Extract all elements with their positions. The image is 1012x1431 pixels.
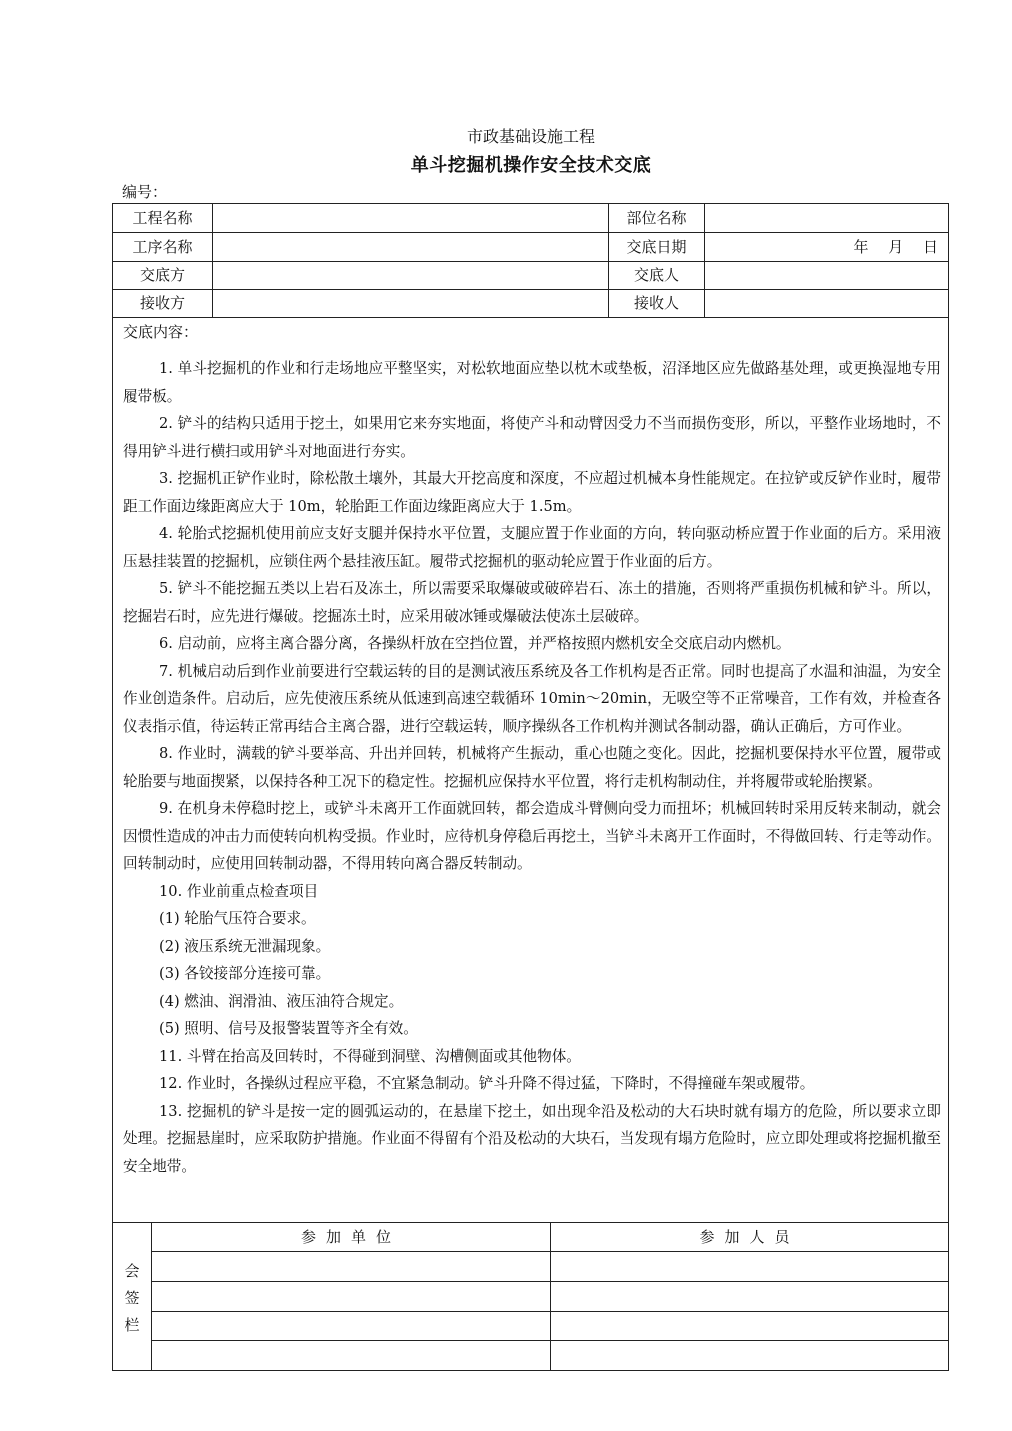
- content-paragraph: 12. 作业时，各操纵过程应平稳，不宜紧急制动。铲斗升降不得过猛，下降时，不得撞碰车架或履带。: [159, 1075, 815, 1092]
- receiver-person-field[interactable]: [705, 289, 948, 317]
- participating-unit-header: 参加单位: [300, 1228, 401, 1246]
- disclosure-date-field[interactable]: 年 月 日: [853, 238, 938, 256]
- project-name-field[interactable]: [213, 204, 608, 232]
- issuer-person-field[interactable]: [705, 261, 948, 289]
- part-name-label: 部位名称: [626, 209, 687, 227]
- content-label: 交底内容：: [123, 323, 199, 341]
- people-entry-field[interactable]: [551, 1282, 948, 1311]
- unit-entry-field[interactable]: [152, 1341, 550, 1369]
- check-item: (1) 轮胎气压符合要求。: [159, 910, 316, 927]
- disclosure-form: [112, 203, 949, 1371]
- project-name-label: 工程名称: [132, 209, 193, 227]
- people-entry-field[interactable]: [551, 1312, 948, 1340]
- signoff-label: [113, 1258, 151, 1339]
- content-paragraph: 3. 挖掘机正铲作业时，除松散土壤外，其最大开挖高度和深度，不应超过机械本身性能规定。在拉铲或反铲作业时，履带距工作面边缘距离应大于 10m，轮胎距工作面边缘距离应大于 1.5m。: [123, 470, 941, 515]
- content-paragraph: 9. 在机身未停稳时挖上，或铲斗未离开工作面就回转，都会造成斗臂侧向受力而扭坏；机械回转时采用反转来制动，就会因惯性造成的冲击力而使转向机构受损。作业时，应待机身停稳后再挖土，当铲斗未离开工作面时，不得做回转、行走等动作。回转制动时，应使用回转制动器，不得用转向离合器反转制动。: [123, 800, 941, 872]
- content-paragraph: 13. 挖掘机的铲斗是按一定的圆弧运动的，在悬崖下挖土，如出现伞沿及松动的大石块时就有塌方的危险，所以要求立即处理。挖掘悬崖时，应采取防护措施。作业面不得留有个沿及松动的大块石，当发现有塌方危险时，应立即处理或将挖掘机撤至安全地带。: [123, 1102, 941, 1175]
- part-name-field[interactable]: [705, 204, 948, 232]
- content-paragraph: 1. 单斗挖掘机的作业和行走场地应平整坚实，对松软地面应垫以枕木或垫板，沼泽地区应先做路基处理，或更换湿地专用履带板。: [123, 360, 941, 405]
- content-paragraph: 10. 作业前重点检查项目: [159, 882, 319, 900]
- content-paragraph: 4. 轮胎式挖掘机使用前应支好支腿并保持水平位置，支腿应置于作业面的方向，转向驱动桥应置于作业面的后方。采用液压悬挂装置的挖掘机，应锁住两个悬挂液压缸。履带式挖掘机的驱动轮应置于作业面的后方。: [123, 525, 941, 570]
- check-item: (4) 燃油、润滑油、液压油符合规定。: [159, 992, 404, 1010]
- content-paragraph: 7. 机械启动后到作业前要进行空载运转的目的是测试液压系统及各工作机构是否正常。同时也提高了水温和油温，为安全作业创造条件。启动后，应先使液压系统从低速到高速空载循环 10min～20min，无吸空等不正常噪音，工作有效，并检查各仪表指示值，待运转正常再结合主离合器，进行空载运转，顺序操纵各工作机构并测试各制动器，确认正确后，方可作业。: [123, 662, 941, 735]
- content-paragraph: 5. 铲斗不能挖掘五类以上岩石及冻土，所以需要采取爆破或破碎岩石、冻土的措施，否则将严重损伤机械和铲斗。所以，挖掘岩石时，应先进行爆破。挖掘冻土时，应采用破冰锤或爆破法使冻土层破碎。: [123, 580, 941, 625]
- content-paragraph: 2. 铲斗的结构只适用于挖土，如果用它来夯实地面，将使产斗和动臂因受力不当而损伤变形，所以，平整作业场地时，不得用铲斗进行横扫或用铲斗对地面进行夯实。: [123, 415, 941, 460]
- content-body: [123, 355, 941, 1180]
- people-entry-field[interactable]: [551, 1252, 948, 1281]
- disclosure-date-label: 交底日期: [626, 238, 687, 256]
- participating-people-header: 参加人员: [699, 1228, 800, 1246]
- issuer-party-label: 交底方: [139, 266, 185, 284]
- unit-entry-field[interactable]: [152, 1312, 550, 1340]
- document-subtitle: 市政基础设施工程: [466, 127, 595, 146]
- unit-entry-field[interactable]: [152, 1282, 550, 1311]
- process-name-label: 工序名称: [132, 238, 193, 256]
- check-item: (3) 各铰接部分连接可靠。: [159, 965, 331, 982]
- content-paragraph: 8. 作业时，满载的铲斗要举高、升出并回转，机械将产生振动，重心也随之变化。因此，挖掘机要保持水平位置，履带或轮胎要与地面揳紧，以保持各种工况下的稳定性。挖掘机应保持水平位置，将行走机构制动住，并将履带或轮胎揳紧。: [123, 745, 941, 790]
- issuer-person-label: 交底人: [633, 266, 679, 284]
- process-name-field[interactable]: [213, 233, 608, 261]
- content-paragraph: 11. 斗臂在抬高及回转时，不得碰到洞壁、沟槽侧面或其他物体。: [159, 1047, 581, 1065]
- content-paragraph: 6. 启动前，应将主离合器分离，各操纵杆放在空挡位置，并严格按照内燃机安全交底启动内燃机。: [159, 635, 791, 652]
- document-title: 单斗挖掘机操作安全技术交底: [410, 155, 652, 176]
- receiver-party-label: 接收方: [139, 294, 185, 312]
- signoff-label-text: 会签栏: [124, 1262, 140, 1334]
- receiver-party-field[interactable]: [213, 289, 608, 317]
- issuer-party-field[interactable]: [213, 261, 608, 289]
- people-entry-field[interactable]: [551, 1341, 948, 1369]
- check-item: (5) 照明、信号及报警装置等齐全有效。: [159, 1020, 418, 1037]
- unit-entry-field[interactable]: [152, 1252, 550, 1281]
- check-item: (2) 液压系统无泄漏现象。: [159, 937, 331, 955]
- receiver-person-label: 接收人: [633, 294, 679, 312]
- serial-number-label: 编号：: [122, 183, 168, 201]
- row-divider: [113, 317, 948, 318]
